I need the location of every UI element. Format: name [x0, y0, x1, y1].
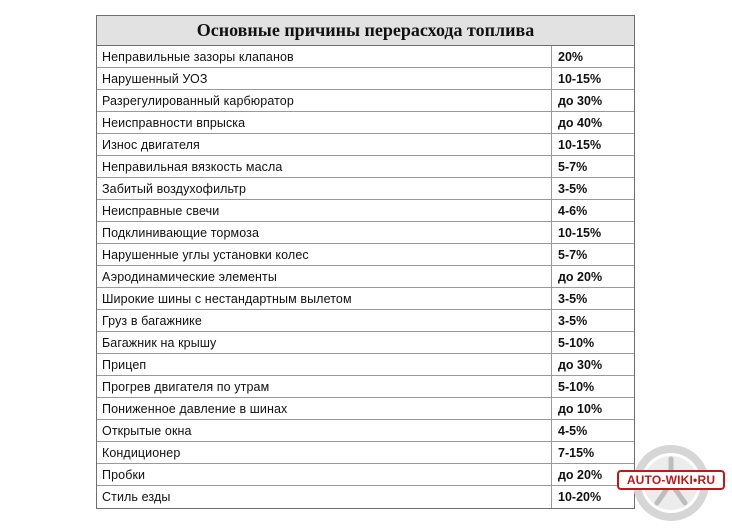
- cause-cell: Аэродинамические элементы: [97, 266, 552, 287]
- cause-cell: Багажник на крышу: [97, 332, 552, 353]
- overconsumption-cell: 5-7%: [558, 159, 588, 174]
- table-row: [97, 178, 634, 200]
- table-body: [97, 46, 634, 508]
- cause-cell: Неисправные свечи: [97, 200, 552, 221]
- logo-text: AUTO-WIKI•RU: [617, 470, 725, 490]
- table-row: [97, 46, 634, 68]
- table-row: [97, 134, 634, 156]
- cause-cell: Подклинивающие тормоза: [97, 222, 552, 243]
- cause-cell: Широкие шины с нестандартным вылетом: [97, 288, 552, 309]
- overconsumption-cell: 3-5%: [558, 313, 588, 328]
- table-row: [97, 112, 634, 134]
- overconsumption-cell: 5-10%: [558, 379, 595, 394]
- cause-cell: Пробки: [97, 464, 552, 485]
- cause-cell: Неправильные зазоры клапанов: [97, 46, 552, 67]
- cause-cell: Неисправности впрыска: [97, 112, 552, 133]
- table-row: [97, 486, 634, 508]
- overconsumption-cell: до 10%: [558, 401, 603, 416]
- cause-cell: Разрегулированный карбюратор: [97, 90, 552, 111]
- cause-cell: Неправильная вязкость масла: [97, 156, 552, 177]
- cause-cell: Груз в багажнике: [97, 310, 552, 331]
- cause-cell: Кондиционер: [97, 442, 552, 463]
- cause-cell: Открытые окна: [97, 420, 552, 441]
- table-row: [97, 68, 634, 90]
- cause-cell: Нарушенные углы установки колес: [97, 244, 552, 265]
- cause-cell: Нарушенный УОЗ: [97, 68, 552, 89]
- overconsumption-cell: 10-15%: [558, 225, 602, 240]
- table-row: [97, 288, 634, 310]
- table-row: [97, 222, 634, 244]
- cause-cell: Прицеп: [97, 354, 552, 375]
- table-row: [97, 398, 634, 420]
- overconsumption-cell: 5-7%: [558, 247, 588, 262]
- overconsumption-cell: до 30%: [558, 357, 603, 372]
- overconsumption-cell: 4-5%: [558, 423, 588, 438]
- overconsumption-cell: до 20%: [558, 467, 603, 482]
- table-row: [97, 420, 634, 442]
- site-logo[interactable]: [617, 443, 727, 523]
- table-row: [97, 244, 634, 266]
- overconsumption-cell: 10-20%: [558, 490, 602, 504]
- table-title: Основные причины перерасхода топлива: [97, 16, 634, 46]
- table-row: [97, 266, 634, 288]
- table-row: [97, 310, 634, 332]
- overconsumption-cell: до 30%: [558, 93, 603, 108]
- overconsumption-cell: 3-5%: [558, 291, 588, 306]
- fuel-overconsumption-table: [96, 15, 635, 509]
- overconsumption-cell: до 40%: [558, 115, 603, 130]
- table-row: [97, 376, 634, 398]
- table-row: [97, 332, 634, 354]
- cause-cell: Стиль езды: [97, 486, 552, 508]
- overconsumption-cell: 10-15%: [558, 71, 602, 86]
- table-row: [97, 464, 634, 486]
- overconsumption-cell: 20%: [558, 49, 584, 64]
- cause-cell: Прогрев двигателя по утрам: [97, 376, 552, 397]
- table-row: [97, 354, 634, 376]
- cause-cell: Забитый воздухофильтр: [97, 178, 552, 199]
- cause-cell: Пониженное давление в шинах: [97, 398, 552, 419]
- overconsumption-cell: 7-15%: [558, 445, 595, 460]
- overconsumption-cell: до 20%: [558, 269, 603, 284]
- table-row: [97, 156, 634, 178]
- overconsumption-cell: 4-6%: [558, 203, 588, 218]
- table-row: [97, 90, 634, 112]
- table-row: [97, 442, 634, 464]
- cause-cell: Износ двигателя: [97, 134, 552, 155]
- overconsumption-cell: 3-5%: [558, 181, 588, 196]
- table-row: [97, 200, 634, 222]
- overconsumption-cell: 10-15%: [558, 137, 602, 152]
- overconsumption-cell: 5-10%: [558, 335, 595, 350]
